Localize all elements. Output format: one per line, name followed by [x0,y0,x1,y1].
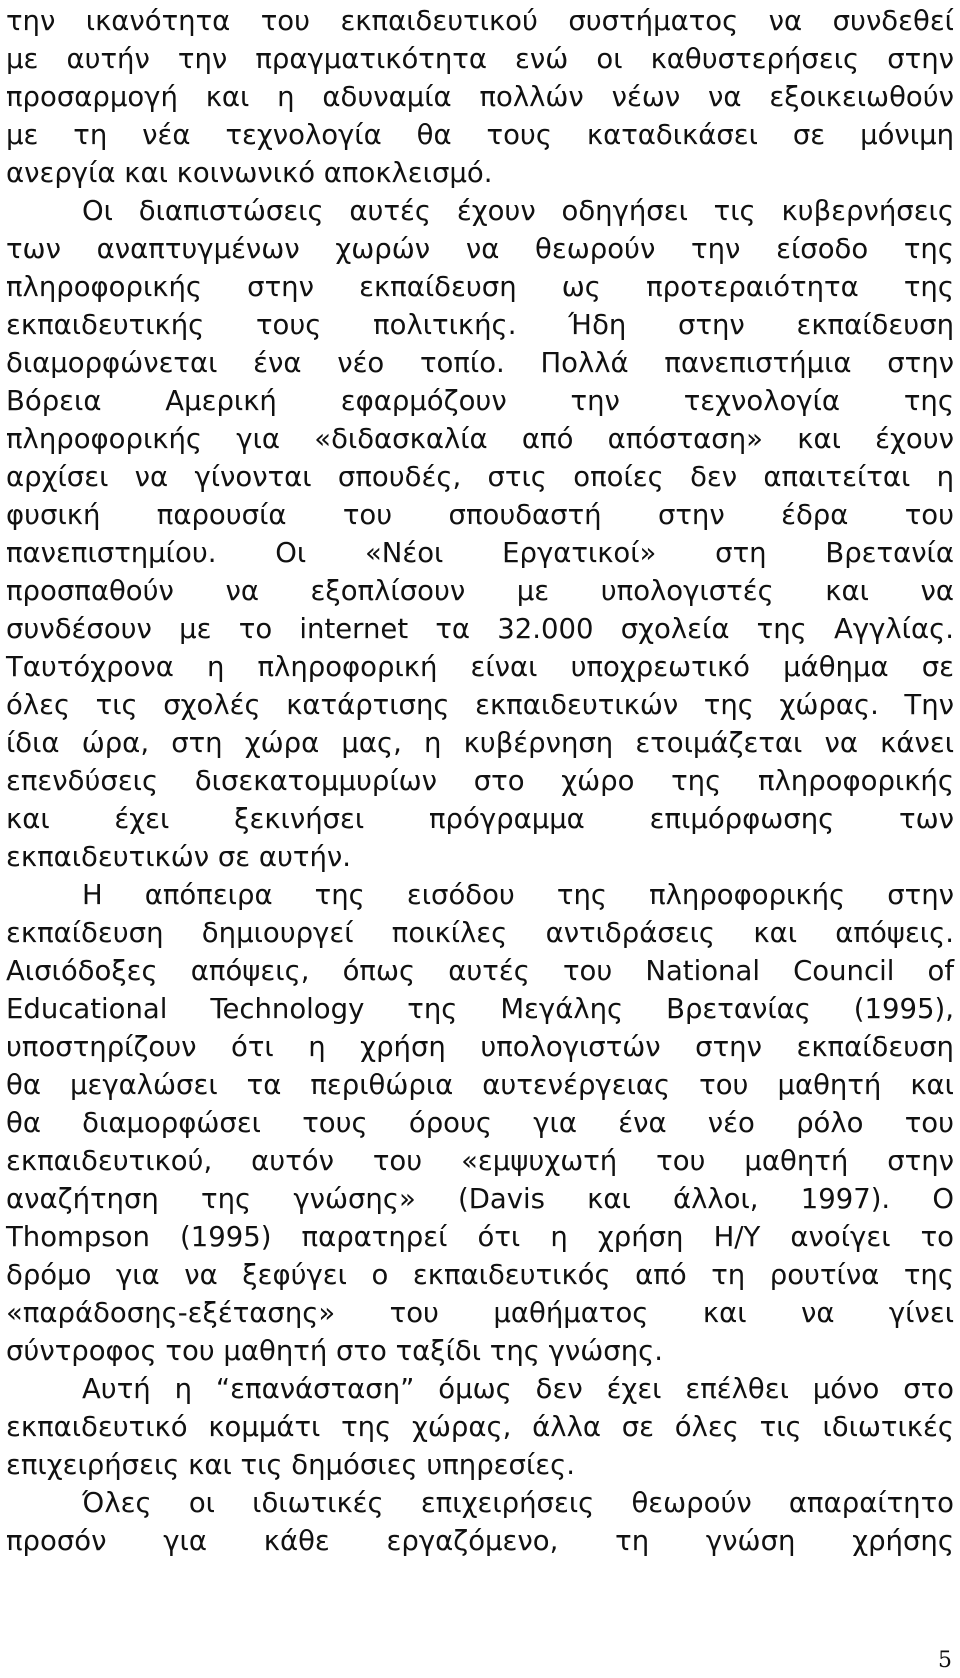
document-page [6,0,954,1678]
text-line: και έχει ξεκινήσει πρόγραμμα επιμόρφωσης των [6,803,954,835]
text-line: Βόρεια Αμερική εφαρμόζουν την τεχνολογία της [6,385,954,417]
text-line: με αυτήν την πραγματικότητα ενώ οι καθυστερήσεις στην [6,43,954,75]
text-line: εκπαιδευτικού, αυτόν του «εμψυχωτή του μαθητή στην [6,1145,954,1177]
paragraph-first-line: Αυτή η “επανάσταση” όμως δεν έχει επέλθει μόνο στο [82,1373,954,1405]
text-line: Ταυτόχρονα η πληροφορική είναι υποχρεωτικό μάθημα σε [6,651,954,683]
text-line: προσόν για κάθε εργαζόμενο, τη γνώση χρήσης [6,1525,954,1557]
text-line: εκπαίδευση δημιουργεί ποικίλες αντιδράσεις και απόψεις. [6,917,954,949]
text-line: σύντροφος του μαθητή στο ταξίδι της γνώσης. [6,1335,664,1367]
text-line: διαμορφώνεται ένα νέο τοπίο. Πολλά πανεπιστήμια στην [6,347,954,379]
text-line: θα διαμορφώσει τους όρους για ένα νέο ρόλο του [6,1107,954,1139]
paragraph-first-line: Η απόπειρα της εισόδου της πληροφορικής στην [82,879,954,911]
text-line: ανεργία και κοινωνικό αποκλεισμό. [6,157,493,189]
text-line: επενδύσεις δισεκατομμυρίων στο χώρο της πληροφορικής [6,765,954,797]
text-line: αναζήτηση της γνώσης» (Davis και άλλοι, 1997). Ο [6,1183,954,1215]
paragraph-first-line: Όλες οι ιδιωτικές επιχειρήσεις θεωρούν απαραίτητο [82,1487,954,1519]
text-line: Thompson (1995) παρατηρεί ότι η χρήση Η/Υ ανοίγει το [6,1221,954,1253]
text-line: με τη νέα τεχνολογία θα τους καταδικάσει σε μόνιμη [6,119,954,151]
text-line: ίδια ώρα, στη χώρα μας, η κυβέρνηση ετοιμάζεται να κάνει [6,727,954,759]
text-line: Αισιόδοξες απόψεις, όπως αυτές του National Council of [6,955,954,987]
text-line: των αναπτυγμένων χωρών να θεωρούν την είσοδο της [6,233,954,265]
text-line: πανεπιστημίου. Οι «Νέοι Εργατικοί» στη Βρετανία [6,537,954,569]
text-line: συνδέσουν με το internet τα 32.000 σχολεία της Αγγλίας. [6,613,954,645]
text-line: πληροφορικής στην εκπαίδευση ως προτεραιότητα της [6,271,954,303]
text-line: όλες τις σχολές κατάρτισης εκπαιδευτικών της χώρας. Την [6,689,954,721]
text-line: προσπαθούν να εξοπλίσουν με υπολογιστές και να [6,575,954,607]
text-line: φυσική παρουσία του σπουδαστή στην έδρα του [6,499,954,531]
page-number: 5 [938,1648,952,1673]
text-line: υποστηρίζουν ότι η χρήση υπολογιστών στην εκπαίδευση [6,1031,954,1063]
paragraph-first-line: Οι διαπιστώσεις αυτές έχουν οδηγήσει τις κυβερνήσεις [82,195,954,227]
text-line: Educational Technology της Μεγάλης Βρετανίας (1995), [6,993,954,1025]
text-line: επιχειρήσεις και τις δημόσιες υπηρεσίες. [6,1449,576,1481]
text-line: πληροφορικής για «διδασκαλία από απόσταση» και έχουν [6,423,954,455]
text-line: θα μεγαλώσει τα περιθώρια αυτενέργειας του μαθητή και [6,1069,954,1101]
text-line: «παράδοσης-εξέτασης» του μαθήματος και να γίνει [6,1297,954,1329]
text-line: εκπαιδευτικό κομμάτι της χώρας, άλλα σε όλες τις ιδιωτικές [6,1411,954,1443]
text-line: εκπαιδευτικών σε αυτήν. [6,841,352,873]
text-line: προσαρμογή και η αδυναμία πολλών νέων να εξοικειωθούν [6,81,954,113]
text-line: την ικανότητα του εκπαιδευτικού συστήματος να συνδεθεί [6,5,954,37]
text-line: εκπαιδευτικής τους πολιτικής. Ήδη στην εκπαίδευση [6,309,954,341]
text-line: αρχίσει να γίνονται σπουδές, στις οποίες δεν απαιτείται η [6,461,954,493]
text-line: δρόμο για να ξεφύγει ο εκπαιδευτικός από τη ρουτίνα της [6,1259,954,1291]
